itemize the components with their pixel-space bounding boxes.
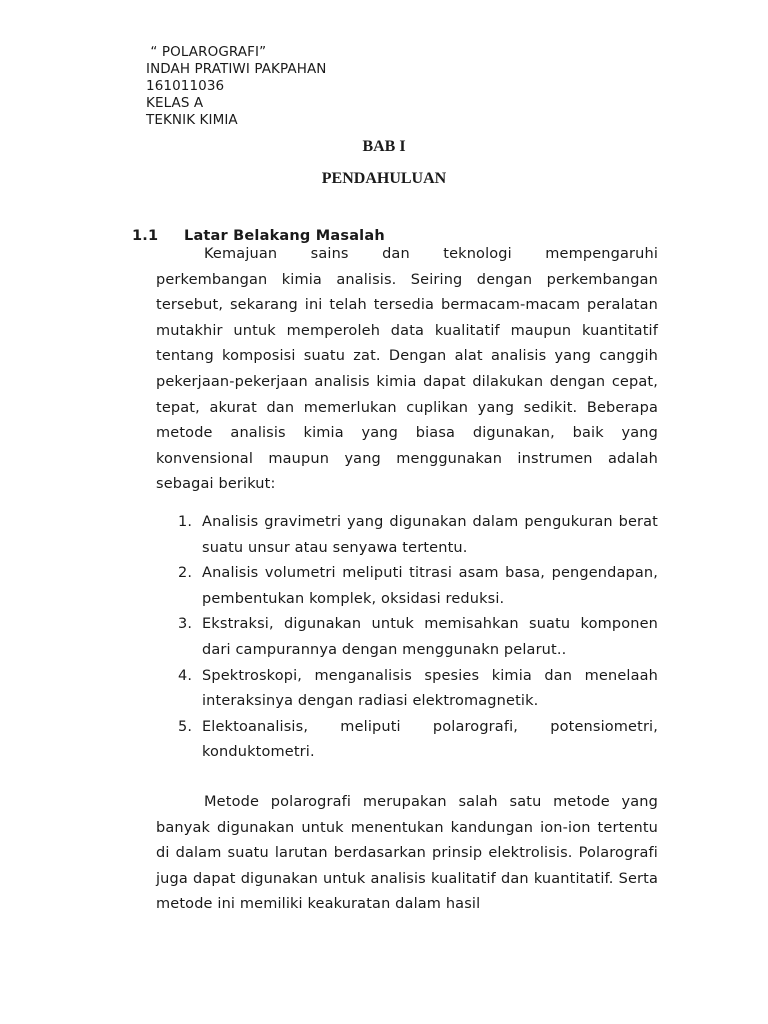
list-item-text: Elektoanalisis, meliputi polarografi, potensiometri, konduktometri.	[202, 718, 658, 761]
list-item	[178, 561, 658, 612]
document-header	[146, 44, 327, 129]
paragraph-intro-text: Kemajuan sains dan teknologi mempengaruhi perkembangan kimia analisis. Seiring dengan perkembangan tersebut, sekarang ini telah tersedia bermacam-macam peralatan mutakhir untuk memperoleh data kualitatif maupun kuantitatif tentang komposisi suatu zat. Dengan alat analisis yang canggih pekerjaan-pekerjaan analisis kimia dapat dilakukan dengan cepat, tepat, akurat dan memerlukan cuplikan yang sedikit. Beberapa metode analisis kimia yang biasa digunakan, baik yang konvensional maupun yang menggunakan instrumen adalah sebagai berikut:	[156, 246, 658, 493]
chapter-label: BAB I	[362, 138, 406, 155]
list-item-number: 4.	[178, 667, 193, 684]
chapter-title: PENDAHULUAN	[321, 170, 447, 187]
list-item	[178, 664, 658, 715]
paragraph-polarography	[156, 790, 658, 918]
list-item	[178, 612, 658, 663]
list-item-number: 5.	[178, 718, 193, 735]
header-department: TEKNIK KIMIA	[146, 112, 238, 128]
list-item-number: 3.	[178, 616, 193, 633]
header-title: “ POLAROGRAFI”	[146, 44, 267, 60]
list-item-number: 2.	[178, 565, 193, 582]
section-title: Latar Belakang Masalah	[184, 228, 385, 244]
list-item	[178, 715, 658, 766]
list-item-text: Ekstraksi, digunakan untuk memisahkan suatu komponen dari campurannya dengan menggunakn pelarut..	[202, 616, 658, 658]
methods-list	[178, 510, 658, 766]
list-item	[178, 510, 658, 561]
header-class: KELAS A	[146, 95, 204, 111]
list-item-text: Spektroskopi, menganalisis spesies kimia dan menelaah interaksinya dengan radiasi elektromagnetik.	[202, 667, 658, 710]
list-item-text: Analisis gravimetri yang digunakan dalam pengukuran berat suatu unsur atau senyawa tertentu.	[202, 514, 658, 556]
section-number: 1.1	[132, 228, 159, 244]
list-item-text: Analisis volumetri meliputi titrasi asam basa, pengendapan, pembentukan komplek, oksidasi reduksi.	[202, 565, 658, 607]
header-student-id: 161011036	[146, 78, 225, 94]
header-author-name: INDAH PRATIWI PAKPAHAN	[146, 61, 327, 77]
list-item-number: 1.	[178, 514, 193, 530]
paragraph-intro	[156, 242, 658, 498]
paragraph-polarography-text: Metode polarografi merupakan salah satu metode yang banyak digunakan untuk menentukan kandungan ion-ion tertentu di dalam suatu larutan berdasarkan prinsip elektrolisis. Polarografi juga dapat digunakan untuk analisis kualitatif dan kuantitatif. Serta metode ini memiliki keakuratan dalam hasil	[156, 794, 658, 913]
